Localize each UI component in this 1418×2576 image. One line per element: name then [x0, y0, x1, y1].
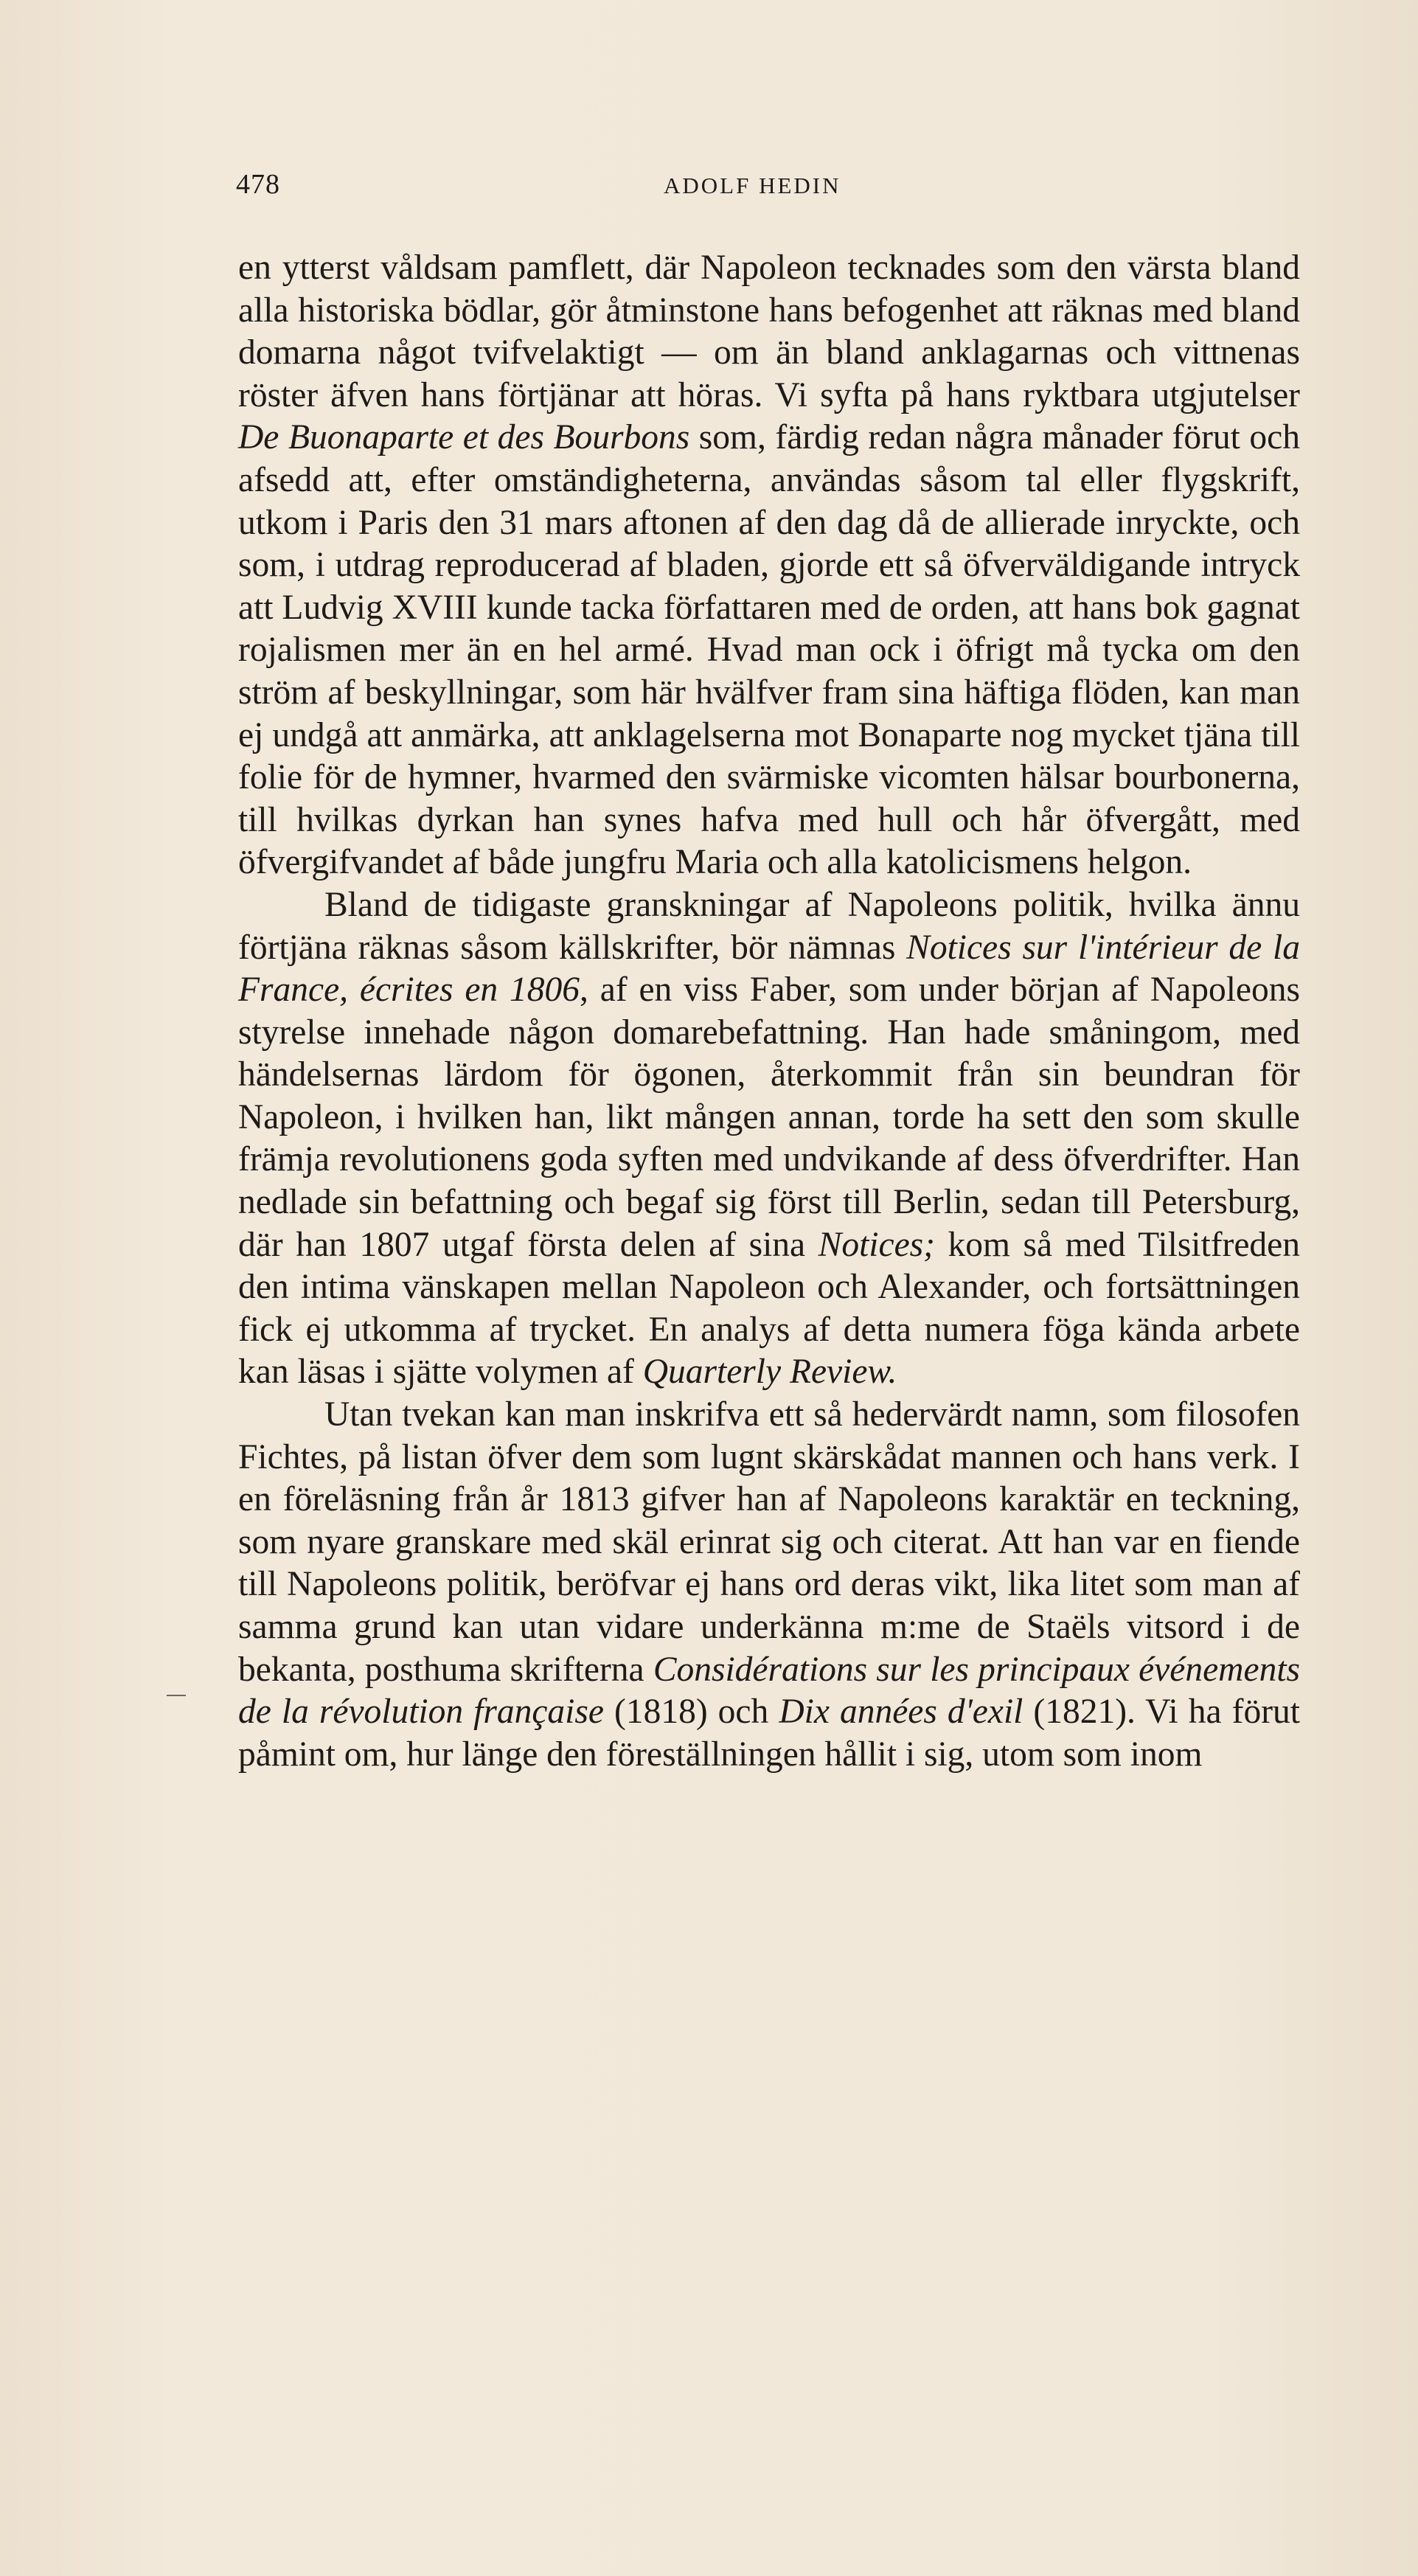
running-head: ADOLF HEDIN: [664, 173, 841, 198]
text-run: Bland de tidigaste granskningar af Napoleons politik, hvilka ännu förtjäna räknas såsom källskrifter, bör nämnas: [238, 885, 1300, 967]
page-number: 478: [236, 169, 280, 200]
text-run: som, färdig redan några månader förut och afsedd att, efter omständigheterna, användas såsom tal eller flygskrift, utkom i Paris den 31 mars aftonen af den dag då de allierade inryckte, och som, i utdrag reproducerad af bladen, gjorde ett så öfverväldigande intryck att Ludvig XVIII kunde tacka författaren med de orden, att hans bok gagnat rojalismen mer än en hel armé. Hvad man ock i öfrigt må tycka om den ström af beskyllningar, som här hvälfver fram sina häftiga flöden, kan man ej undgå att anmärka, att anklagelserna mot Bonaparte nog mycket tjäna till folie för de hymner, hvarmed den svärmiske vicomten hälsar bourbonerna, till hvilkas dyrkan han synes hafva med hull och hår öfvergått, med öfvergifvandet af både jungfru Maria och alla katolicismens helgon.: [238, 418, 1301, 882]
paragraph: [238, 247, 1300, 884]
page-header: [236, 168, 1305, 212]
book-title: Notices;: [818, 1225, 935, 1264]
body-text: [238, 247, 1300, 1776]
book-title: Notices sur l'intérieur de la France, écrites en 1806: [238, 928, 1300, 1010]
paragraph: [238, 1394, 1300, 1776]
journal-title: Quarterly Review.: [642, 1353, 897, 1392]
text-run: , af en viss Faber, som under början af Napoleons styrelse innehade någon domarebefattning. Han hade småningom, med händelsernas lärdom för ögonen, återkommit från sin beundran för Napoleon, i hvilken han, likt mången annan, torde ha sett den som skulle främja revolutionens goda syften med undvikande af dess öfverdrifter. Han nedlade sin befattning och begaf sig först till Berlin, sedan till Petersburg, där han 1807 utgaf första delen af sina: [238, 971, 1300, 1264]
text-run: (1821). Vi ha förut påmint om, hur länge den föreställningen hållit i sig, utom som inom: [238, 1693, 1301, 1774]
text-run: en ytterst våldsam pamflett, där Napoleon tecknades som den värsta bland alla historiska bödlar, gör åtminstone hans befogenhet att räknas med bland domarna något tvifvelaktigt — om än bland anklagarnas och vittnenas röster äfven hans förtjänar att höras. Vi syfta på hans ryktbara utgjutelser: [238, 249, 1300, 414]
text-run: kom så med Tilsitfreden den intima vänskapen mellan Napoleon och Alexander, och fortsättningen fick ej utkomma af trycket. En analys af detta numera föga kända arbete kan läsas i sjätte volymen af: [238, 1225, 1301, 1392]
book-title: Dix années d'exil: [779, 1693, 1023, 1732]
book-title: De Buonaparte et des Bourbons: [238, 418, 690, 457]
book-title: Considérations sur les principaux événements de la révolution française: [238, 1650, 1300, 1732]
text-run: Utan tvekan kan man inskrifva ett så hedervärdt namn, som filosofen Fichtes, på listan öfver dem som lugnt skärskådat mannen och hans verk. I en föreläsning från år 1813 gifver han af Napoleons karaktär en teckning, som nyare granskare med skäl erinrat sig och citerat. Att han var en fiende till Napoleons politik, beröfvar ej hans ord deras vikt, lika litet som man af samma grund kan utan vidare underkänna m:me de Staëls vitsord i de bekanta, posthuma skrifterna: [238, 1395, 1300, 1689]
paragraph: [238, 884, 1300, 1394]
text-run: (1818) och: [603, 1693, 779, 1732]
margin-mark: [167, 1695, 186, 1696]
